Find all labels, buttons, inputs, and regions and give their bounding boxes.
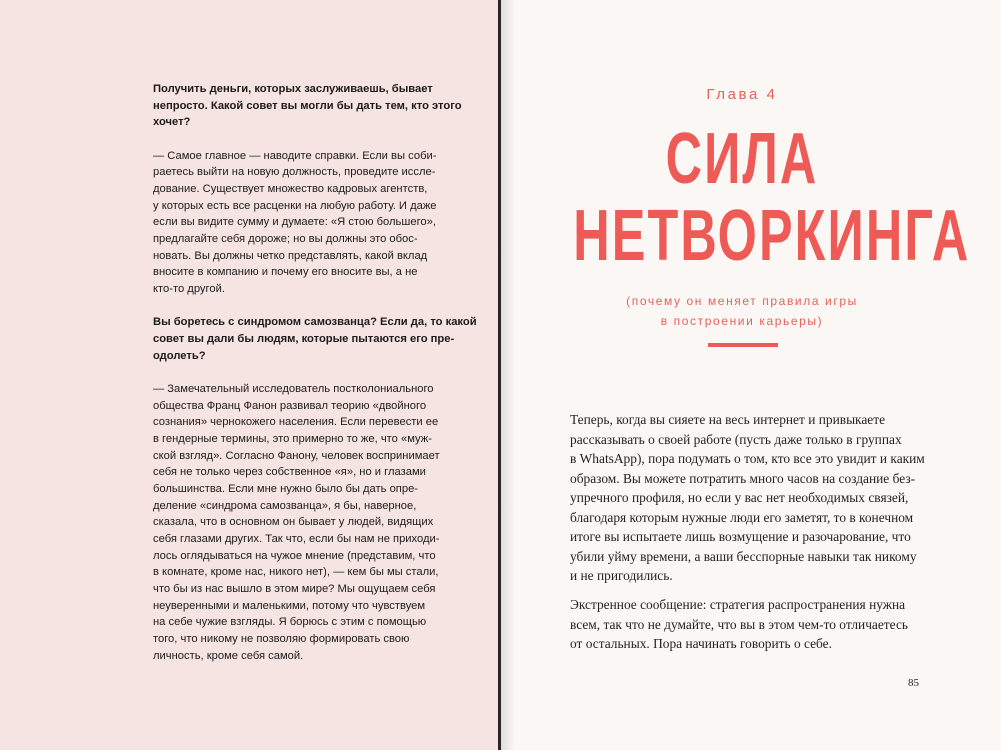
text-line: хочет? (153, 116, 191, 129)
text-line: себя глазами других. Так что, если бы нам не приходи- (153, 533, 440, 545)
text-line: рассказывать о своей работе (пусть даже только в группах (570, 431, 902, 447)
text-line: итоге вы испытаете лишь возмущение и разочарование, что (570, 529, 911, 544)
text-line: предлагайте себя дороже; но вы должны это обос- (153, 233, 418, 245)
question-paragraph (153, 81, 462, 131)
text-line: и не пригодились. (570, 568, 673, 583)
text-line: того, что никому не позволяю формировать свою (153, 633, 410, 646)
text-line: ской взгляд». Согласно Фанону, человек воспринимает (153, 449, 440, 462)
text-line: упречного профиля, но если у вас нет необходимых связей, (570, 490, 909, 505)
answer-paragraph (153, 381, 445, 665)
text-line: деление «синдрома самозванца», я бы, наверное, (153, 499, 417, 512)
left-page-text (153, 81, 477, 681)
text-line: Вы боретесь с синдромом самозванца? Если да, то какой (153, 316, 477, 329)
question-paragraph (153, 314, 477, 364)
text-line: Получить деньги, которых заслуживаешь, бывает (153, 83, 433, 95)
text-line: раетесь выйти на новую должность, проведите иссле- (153, 166, 436, 179)
text-line: неуверенными и маленькими, потому что чувствуем (153, 599, 426, 612)
text-line: дование. Существует множество кадровых агентств, (153, 182, 428, 195)
spine-shadow (501, 0, 515, 750)
chapter-subtitle (501, 292, 983, 331)
text-line: — Замечательный исследователь постколониального (153, 382, 434, 395)
answer-paragraph (153, 148, 445, 298)
text-line: Теперь, когда вы сияете на весь интернет и привыкаете (570, 412, 886, 427)
text-line: образом. Вы можете потратить много часов на создание без- (570, 470, 916, 486)
body-paragraph (570, 410, 925, 586)
text-line: в комнате, кроме нас, никого нет), — кем бы мы стали, (153, 566, 439, 579)
text-line: общества Франц Фанон развивал теорию «двойного (153, 399, 427, 412)
text-line: лось оглядываться на чужое мнение (представим, что (153, 549, 436, 562)
body-paragraph (570, 595, 918, 654)
text-line: сказала, что в основном он бывает у людей, видящих (153, 516, 434, 529)
text-line: личность, кроме себя самой. (153, 649, 304, 662)
text-line: кто-то другой. (153, 283, 225, 296)
chapter-title-line-1: СИЛА (665, 119, 819, 199)
chapter-title-line-2: НЕТВОРКИНГА (573, 196, 971, 276)
text-line: вносите в компанию и почему его вносите вы, а не (153, 266, 418, 279)
text-line: всем, так что не думайте, что вы в этом чем-то отличаетесь (570, 616, 908, 632)
text-line: — Самое главное — наводите справки. Если вы соби- (153, 149, 437, 162)
text-line: в WhatsApp), пора подумать о том, кто все это увидит и каким (570, 451, 925, 466)
text-line: одолеть? (153, 349, 206, 362)
text-line: убили уйму времени, а ваши бесспорные навыки так никому (570, 548, 917, 564)
right-page-text (570, 410, 925, 663)
text-line: на себе чужие взгляды. Я борюсь с этим с помощью (153, 616, 427, 629)
text-line: от остальных. Пора начинать говорить о себе. (570, 636, 832, 651)
text-line: большинства. Если мне нужно было бы дать опре- (153, 482, 419, 495)
chapter-subtitle-line-1: (почему он меняет правила игры (626, 294, 858, 308)
text-line: если вы видите сумму и думаете: «Я стою большего», (153, 216, 436, 229)
page-number: 85 (908, 677, 919, 689)
text-line: в гендерные термины, это примерно то же, что «муж- (153, 432, 432, 445)
title-underline-rule (708, 343, 778, 347)
chapter-subtitle-line-2: в построении карьеры) (660, 313, 824, 328)
text-line: непросто. Какой совет вы могли бы дать тем, кто этого (153, 99, 462, 112)
text-line: у которых есть все расценки на любую работу. И даже (153, 199, 437, 212)
text-line: совет вы дали бы людям, которые пытаются его пре- (153, 332, 455, 345)
text-line: новать. Вы должны четко представлять, какой вклад (153, 249, 428, 262)
text-line: себя не только через собственное «я», но и глазами (153, 466, 426, 479)
text-line: сознания» чернокожего населения. Если перевести ее (153, 416, 439, 429)
text-line: что бы из нас вышло в этом мире? Мы ощущаем себя (153, 583, 436, 596)
text-line: благодаря которым нужные люди его заметят, то в конечном (570, 509, 914, 525)
text-line: Экстренное сообщение: стратегия распространения нужна (570, 597, 906, 612)
chapter-label: Глава 4 (706, 86, 778, 103)
